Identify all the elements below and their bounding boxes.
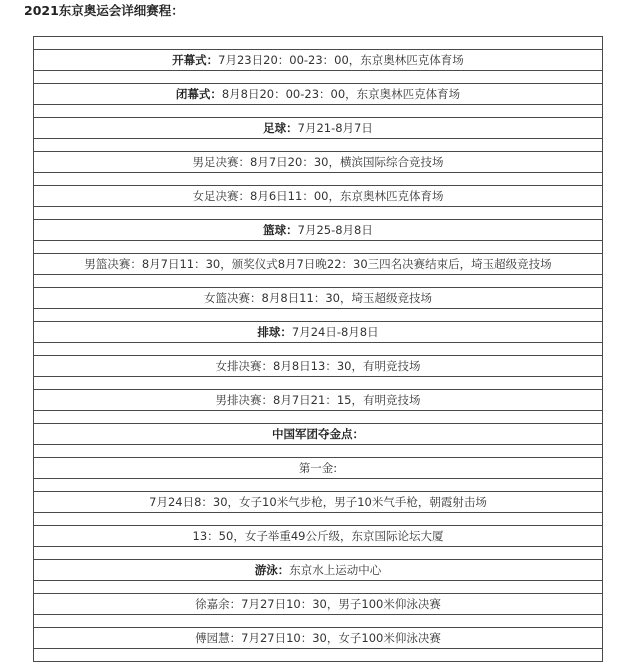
spacer-row <box>34 105 603 118</box>
row-text: 女篮决赛：8月8日11：30，埼玉超级竞技场 <box>204 291 432 305</box>
row-text: 第一金: <box>298 461 338 475</box>
row-heading: 中国军团夺金点： <box>272 427 364 441</box>
spacer-row <box>34 241 603 254</box>
spacer-row <box>34 37 603 50</box>
row-text: 7月24日-8月8日 <box>291 325 379 339</box>
spacer-row <box>34 309 603 322</box>
row-text: 7月23日20：00-23：00，东京奥林匹克体育场 <box>218 53 464 67</box>
spacer-row <box>34 615 603 628</box>
spacer-row <box>34 139 603 152</box>
schedule-row-fu-yuanhui <box>34 628 603 649</box>
spacer-row <box>34 71 603 84</box>
schedule-row-football <box>34 118 603 139</box>
schedule-row-womens-basketball-final <box>34 288 603 309</box>
row-text: 8月8日20：00-23：00，东京奥林匹克体育场 <box>221 87 461 101</box>
row-text: 7月25-8月8日 <box>297 223 373 237</box>
spacer-row <box>34 173 603 186</box>
schedule-row-mens-volleyball-final <box>34 390 603 411</box>
row-text: 男排决赛：8月7日21：15，有明竞技场 <box>215 393 421 407</box>
row-text: 7月24日8：30，女子10米气步枪，男子10米气手枪，朝霞射击场 <box>149 495 487 509</box>
schedule-row-womens-volleyball-final <box>34 356 603 377</box>
schedule-row-weightlifting <box>34 526 603 547</box>
spacer-row <box>34 411 603 424</box>
spacer-row <box>34 581 603 594</box>
row-text: 13：50，女子举重49公斤级，东京国际论坛大厦 <box>192 529 444 543</box>
schedule-row-womens-football-final <box>34 186 603 207</box>
row-heading: 排球： <box>257 325 292 339</box>
schedule-row-xu-jiayu <box>34 594 603 615</box>
schedule-table <box>33 36 603 662</box>
schedule-row-china-gold-heading <box>34 424 603 445</box>
row-text: 女足决赛：8月6日11：00，东京奥林匹克体育场 <box>192 189 444 203</box>
row-text: 男篮决赛：8月7日11：30，颁奖仪式8月7日晚22：30三四名决赛结束后，埼玉超级竞技场 <box>84 257 552 271</box>
row-text: 女排决赛：8月8日13：30，有明竞技场 <box>215 359 421 373</box>
schedule-row-first-gold <box>34 458 603 479</box>
spacer-row <box>34 649 603 662</box>
row-heading: 开幕式： <box>172 53 219 67</box>
schedule-row-closing <box>34 84 603 105</box>
row-text: 东京水上运动中心 <box>289 563 382 577</box>
row-text: 男足决赛：8月7日20：30，横滨国际综合竞技场 <box>192 155 444 169</box>
spacer-row <box>34 513 603 526</box>
row-text: 7月21-8月7日 <box>297 121 373 135</box>
spacer-row <box>34 275 603 288</box>
schedule-row-opening <box>34 50 603 71</box>
row-text: 徐嘉余：7月27日10：30，男子100米仰泳决赛 <box>195 597 441 611</box>
doc-title: 2021东京奥运会详细赛程： <box>24 3 184 18</box>
schedule-row-mens-basketball-final <box>34 254 603 275</box>
spacer-row <box>34 547 603 560</box>
spacer-row <box>34 479 603 492</box>
row-heading: 篮球： <box>263 223 298 237</box>
spacer-row <box>34 377 603 390</box>
schedule-row-volleyball <box>34 322 603 343</box>
row-heading: 游泳： <box>254 563 290 577</box>
row-heading: 足球： <box>263 121 298 135</box>
spacer-row <box>34 343 603 356</box>
schedule-row-mens-football-final <box>34 152 603 173</box>
spacer-row <box>34 445 603 458</box>
schedule-row-swimming <box>34 560 603 581</box>
row-text: 傅园慧：7月27日10：30，女子100米仰泳决赛 <box>195 631 441 645</box>
row-heading: 闭幕式： <box>175 87 222 101</box>
schedule-row-basketball <box>34 220 603 241</box>
schedule-row-shooting <box>34 492 603 513</box>
spacer-row <box>34 207 603 220</box>
